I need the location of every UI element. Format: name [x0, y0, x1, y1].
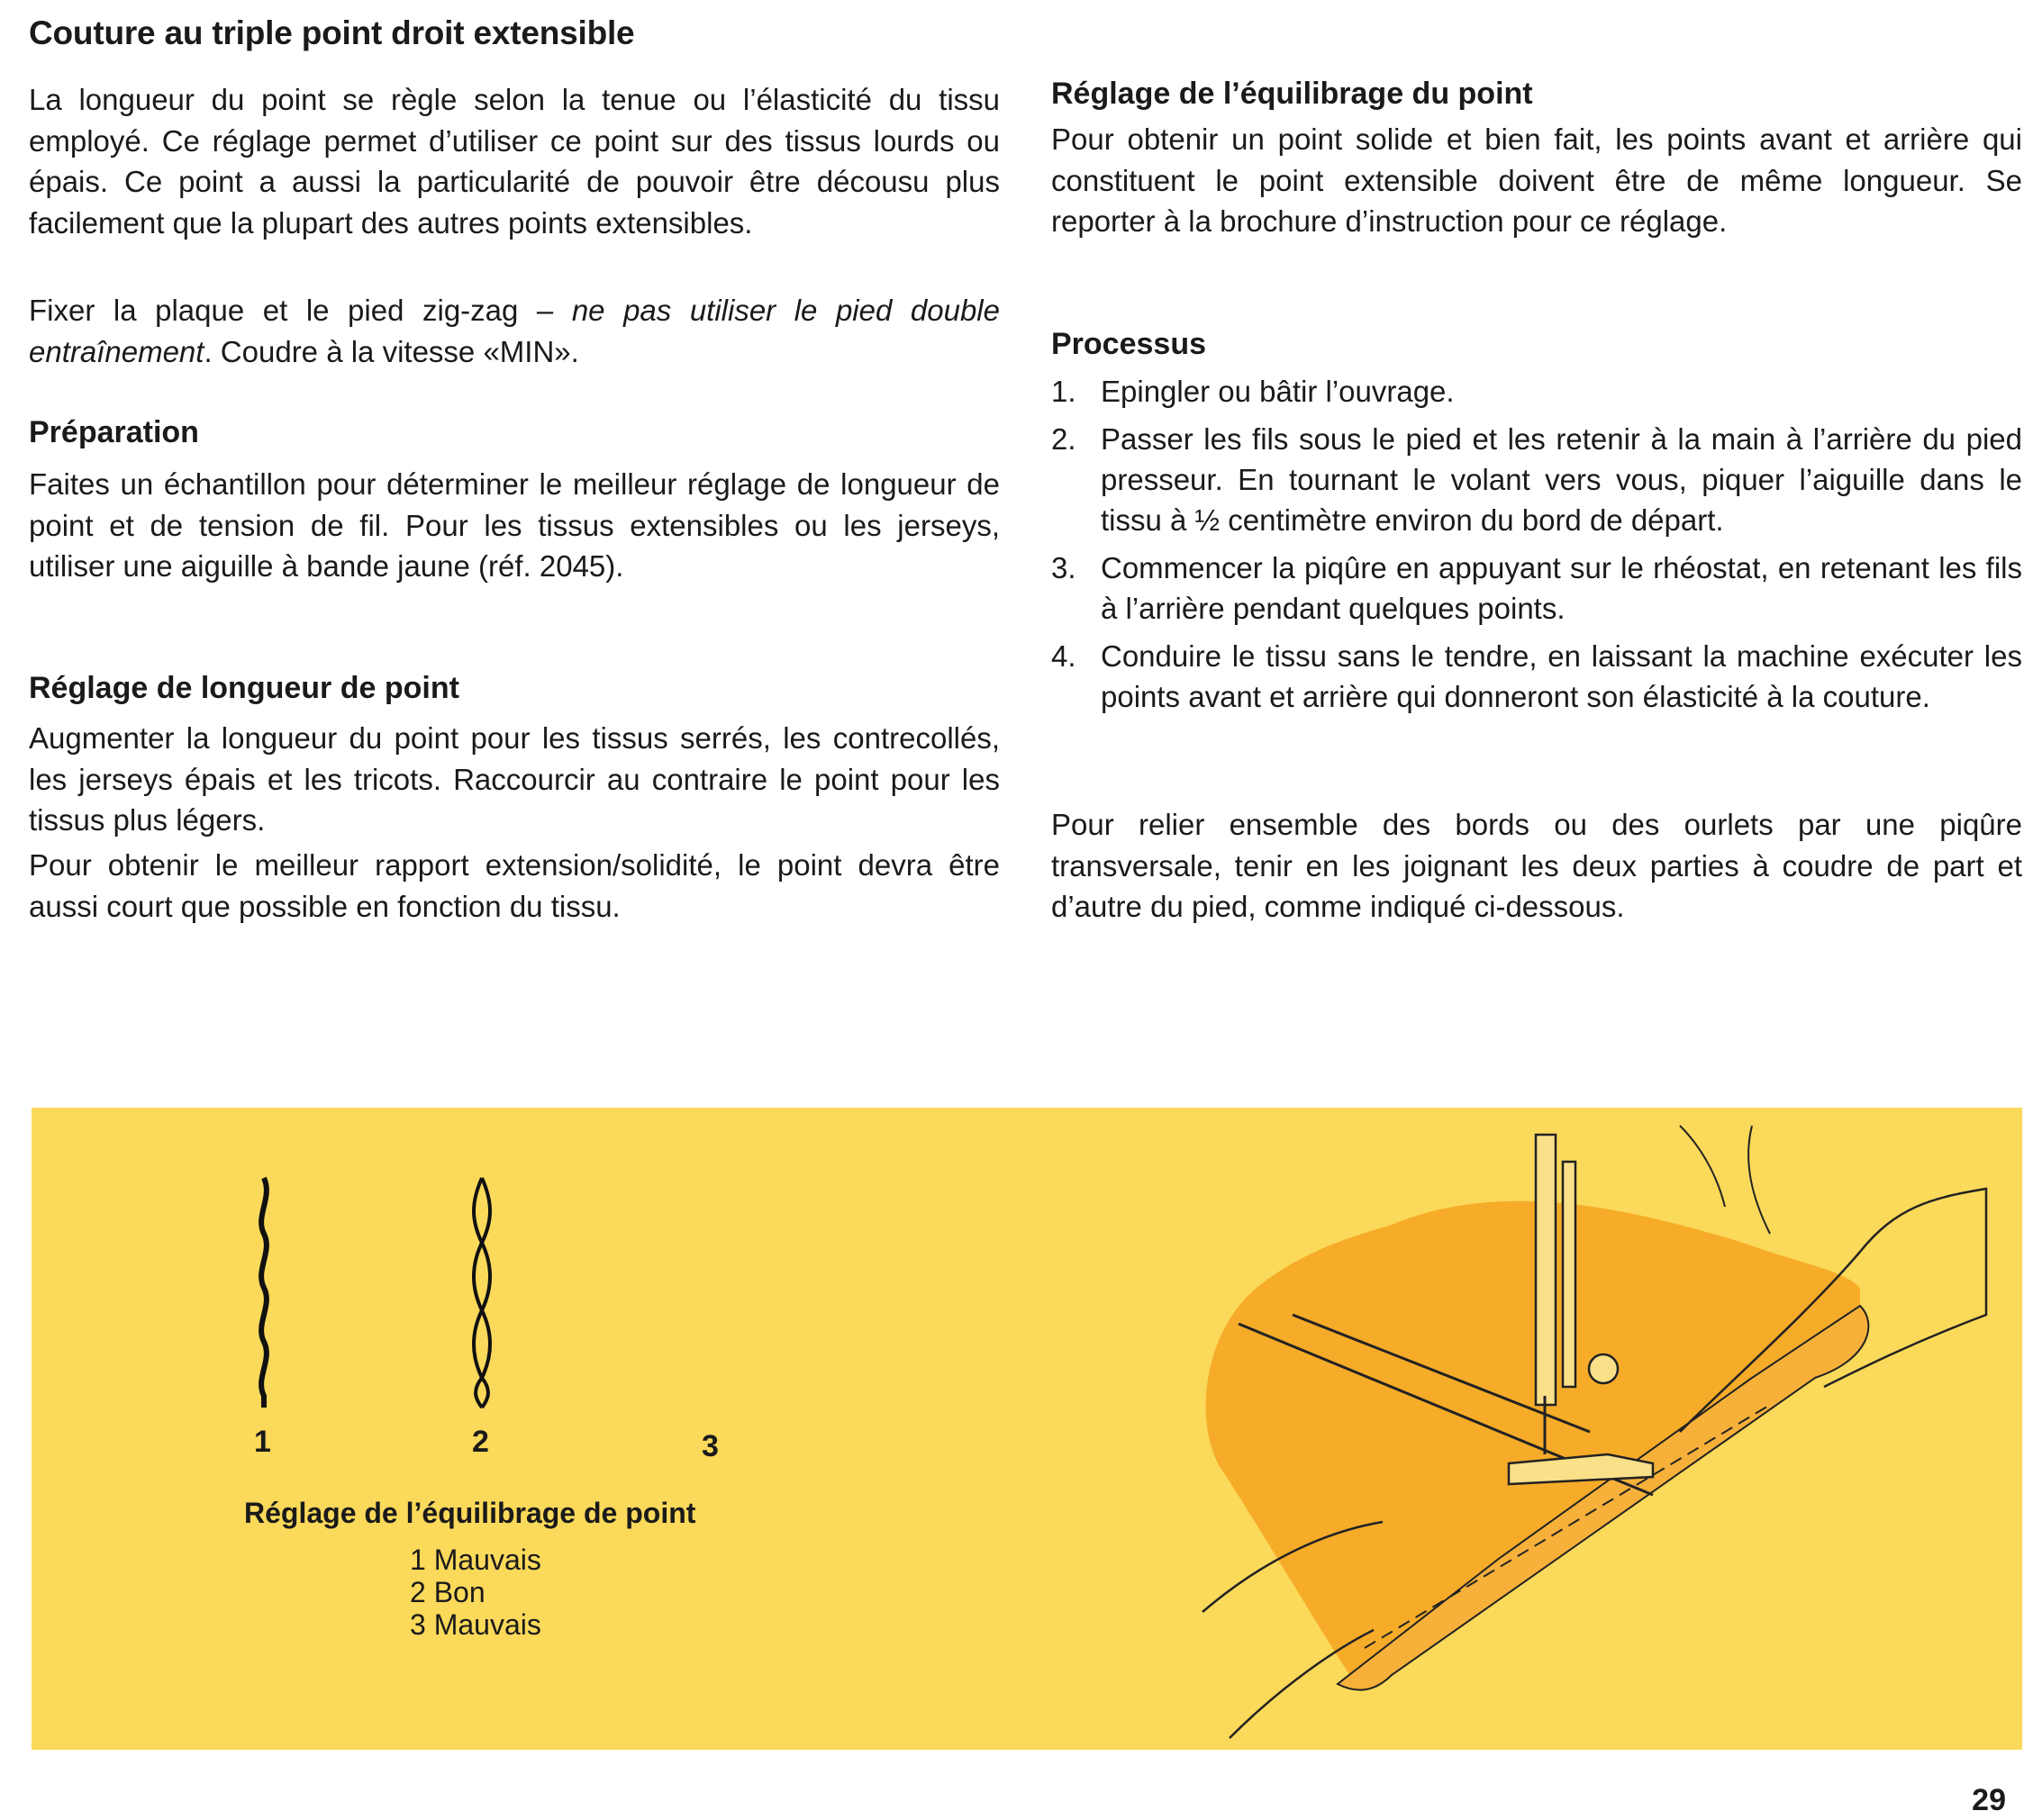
balance-text: Pour obtenir un point solide et bien fait, les points avant et arrière qui constituent le point extensible doivent être de même longueur. Se reporter à la brochure d’instruction pour ce réglage. [1051, 122, 2022, 238]
intro-instruction-end: . Coudre à la vitesse «MIN». [204, 334, 579, 368]
swatch-label-1: 1 [254, 1425, 271, 1459]
step-text: Passer les fils sous le pied et les retenir à la main à l’arrière du pied presseur. En tournant le volant vers vous, piquer l’aiguille dans le tissu à ½ centimètre environ du bord de départ. [1101, 422, 2022, 537]
preparation-heading: Préparation [29, 415, 199, 449]
caption-item: 2 Bon [410, 1576, 486, 1608]
length-text-2: Pour obtenir le meilleur rapport extension/solidité, le point devra être aussi court que possible en fonction du tissu. [29, 848, 1000, 923]
stitch-sample-1 [261, 1178, 267, 1408]
caption-item: 1 Mauvais [410, 1544, 541, 1576]
step-text: Commencer la piqûre en appuyant sur le rhéostat, en retenant les fils à l’arrière pendant quelques points. [1101, 551, 2022, 625]
swatch-label-2: 2 [472, 1425, 489, 1459]
illustration-panel [32, 1108, 2022, 1750]
balance-heading: Réglage de l’équilibrage du point [1051, 77, 1533, 111]
intro-instruction [29, 290, 1000, 372]
process-step [1051, 636, 2022, 717]
preparation-text: Faites un échantillon pour déterminer le meilleur réglage de longueur de point et de tension de fil. Pour les tissus extensibles ou les jerseys, utiliser une aiguille à bande jaune (réf. 2045). [29, 467, 1000, 583]
process-heading: Processus [1051, 327, 1206, 361]
fabric-piece [1206, 1201, 1860, 1684]
caption-list [410, 1544, 541, 1641]
process-step [1051, 371, 2022, 412]
sewing-illustration [1121, 1108, 2022, 1750]
length-text-1: Augmenter la longueur du point pour les tissus serrés, les contrecollés, les jerseys épais et les tricots. Raccourcir au contraire le point pour les tissus plus légers. [29, 721, 1000, 837]
intro-instruction-italic: ne pas utiliser le pied double entraînement [29, 294, 1000, 368]
step-number: 2. [1051, 422, 1076, 456]
intro-paragraph: La longueur du point se règle selon la tenue ou l’élasticité du tissu employé. Ce réglage permet d’utiliser ce point sur des tissus lourds ou épais. Ce point a aussi la particularité de pouvoir être décousu plus facilement que la plupart des autres points extensibles. [29, 83, 1000, 240]
caption-title: Réglage de l’équilibrage de point [244, 1497, 696, 1529]
caption-item: 3 Mauvais [410, 1608, 541, 1641]
process-step [1051, 419, 2022, 540]
length-heading: Réglage de longueur de point [29, 671, 459, 705]
top-hand [1680, 1126, 1770, 1234]
step-text: Conduire le tissu sans le tendre, en laissant la machine exécuter les points avant et arrière qui donneront son élasticité à la couture. [1101, 639, 2022, 713]
process-steps [1051, 371, 2022, 724]
process-step [1051, 548, 2022, 629]
stitch-sample-2 [474, 1178, 490, 1408]
step-number: 1. [1051, 375, 1076, 408]
page-number: 29 [1972, 1783, 2006, 1817]
page-title: Couture au triple point droit extensible [29, 14, 635, 51]
swatch-label-3: 3 [702, 1429, 719, 1463]
step-number: 4. [1051, 639, 1076, 673]
process-closing: Pour relier ensemble des bords ou des ourlets par une piqûre transversale, tenir en les joignant les deux parties à coudre de part et d’autre du pied, comme indiqué ci-dessous. [1051, 808, 2022, 923]
intro-instruction-text: Fixer la plaque et le pied zig-zag – [29, 294, 572, 327]
step-text: Epingler ou bâtir l’ouvrage. [1101, 375, 1455, 408]
stitch-samples [32, 1108, 662, 1486]
step-number: 3. [1051, 551, 1076, 584]
